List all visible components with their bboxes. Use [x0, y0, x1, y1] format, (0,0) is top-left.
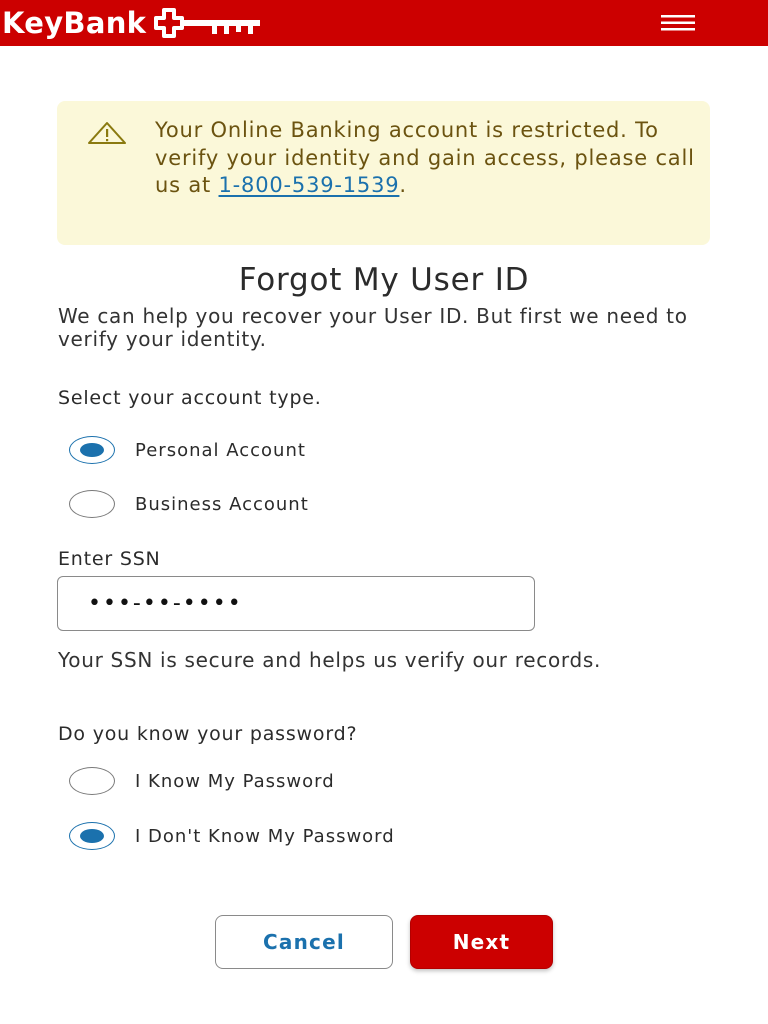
alert-phone-link[interactable]: 1-800-539-1539: [218, 173, 400, 197]
radio-label-dont-know-password: I Don't Know My Password: [135, 825, 395, 847]
account-type-label: Select your account type.: [58, 387, 322, 409]
page-title: Forgot My User ID: [238, 262, 530, 298]
radio-label-know-password: I Know My Password: [135, 770, 335, 792]
radio-button-selected[interactable]: [69, 822, 115, 850]
radio-button[interactable]: [69, 490, 115, 518]
ssn-input[interactable]: [57, 576, 535, 631]
alert-suffix: .: [399, 173, 407, 197]
hamburger-icon: [661, 15, 695, 31]
menu-button[interactable]: [656, 10, 700, 36]
ssn-masked-value: •••-••-••••: [88, 591, 243, 616]
key-logo-icon: [154, 8, 266, 38]
alert-message: [155, 117, 695, 200]
radio-business-account[interactable]: [69, 490, 309, 518]
ssn-label: Enter SSN: [58, 548, 161, 570]
radio-label-business: Business Account: [135, 493, 309, 515]
password-question-label: Do you know your password?: [58, 723, 358, 745]
keybank-logo[interactable]: [2, 4, 266, 42]
radio-know-password[interactable]: [69, 767, 335, 795]
intro-text: We can help you recover your User ID. But first we need to verify your identity.: [58, 304, 688, 351]
radio-personal-account[interactable]: [69, 436, 306, 464]
top-header: [0, 0, 768, 46]
cancel-button[interactable]: Cancel: [215, 915, 393, 969]
ssn-helper-text: Your SSN is secure and helps us verify our records.: [58, 648, 602, 672]
restriction-alert: [57, 101, 710, 245]
next-button[interactable]: Next: [410, 915, 553, 969]
radio-label-personal: Personal Account: [135, 439, 306, 461]
radio-dont-know-password[interactable]: [69, 822, 395, 850]
warning-icon: [87, 121, 127, 145]
alert-message-text: Your Online Banking account is restricted. To verify your identity and gain access, please call us at: [155, 118, 695, 197]
radio-button[interactable]: [69, 767, 115, 795]
radio-button-selected[interactable]: [69, 436, 115, 464]
logo-wordmark: KeyBank: [2, 6, 147, 40]
